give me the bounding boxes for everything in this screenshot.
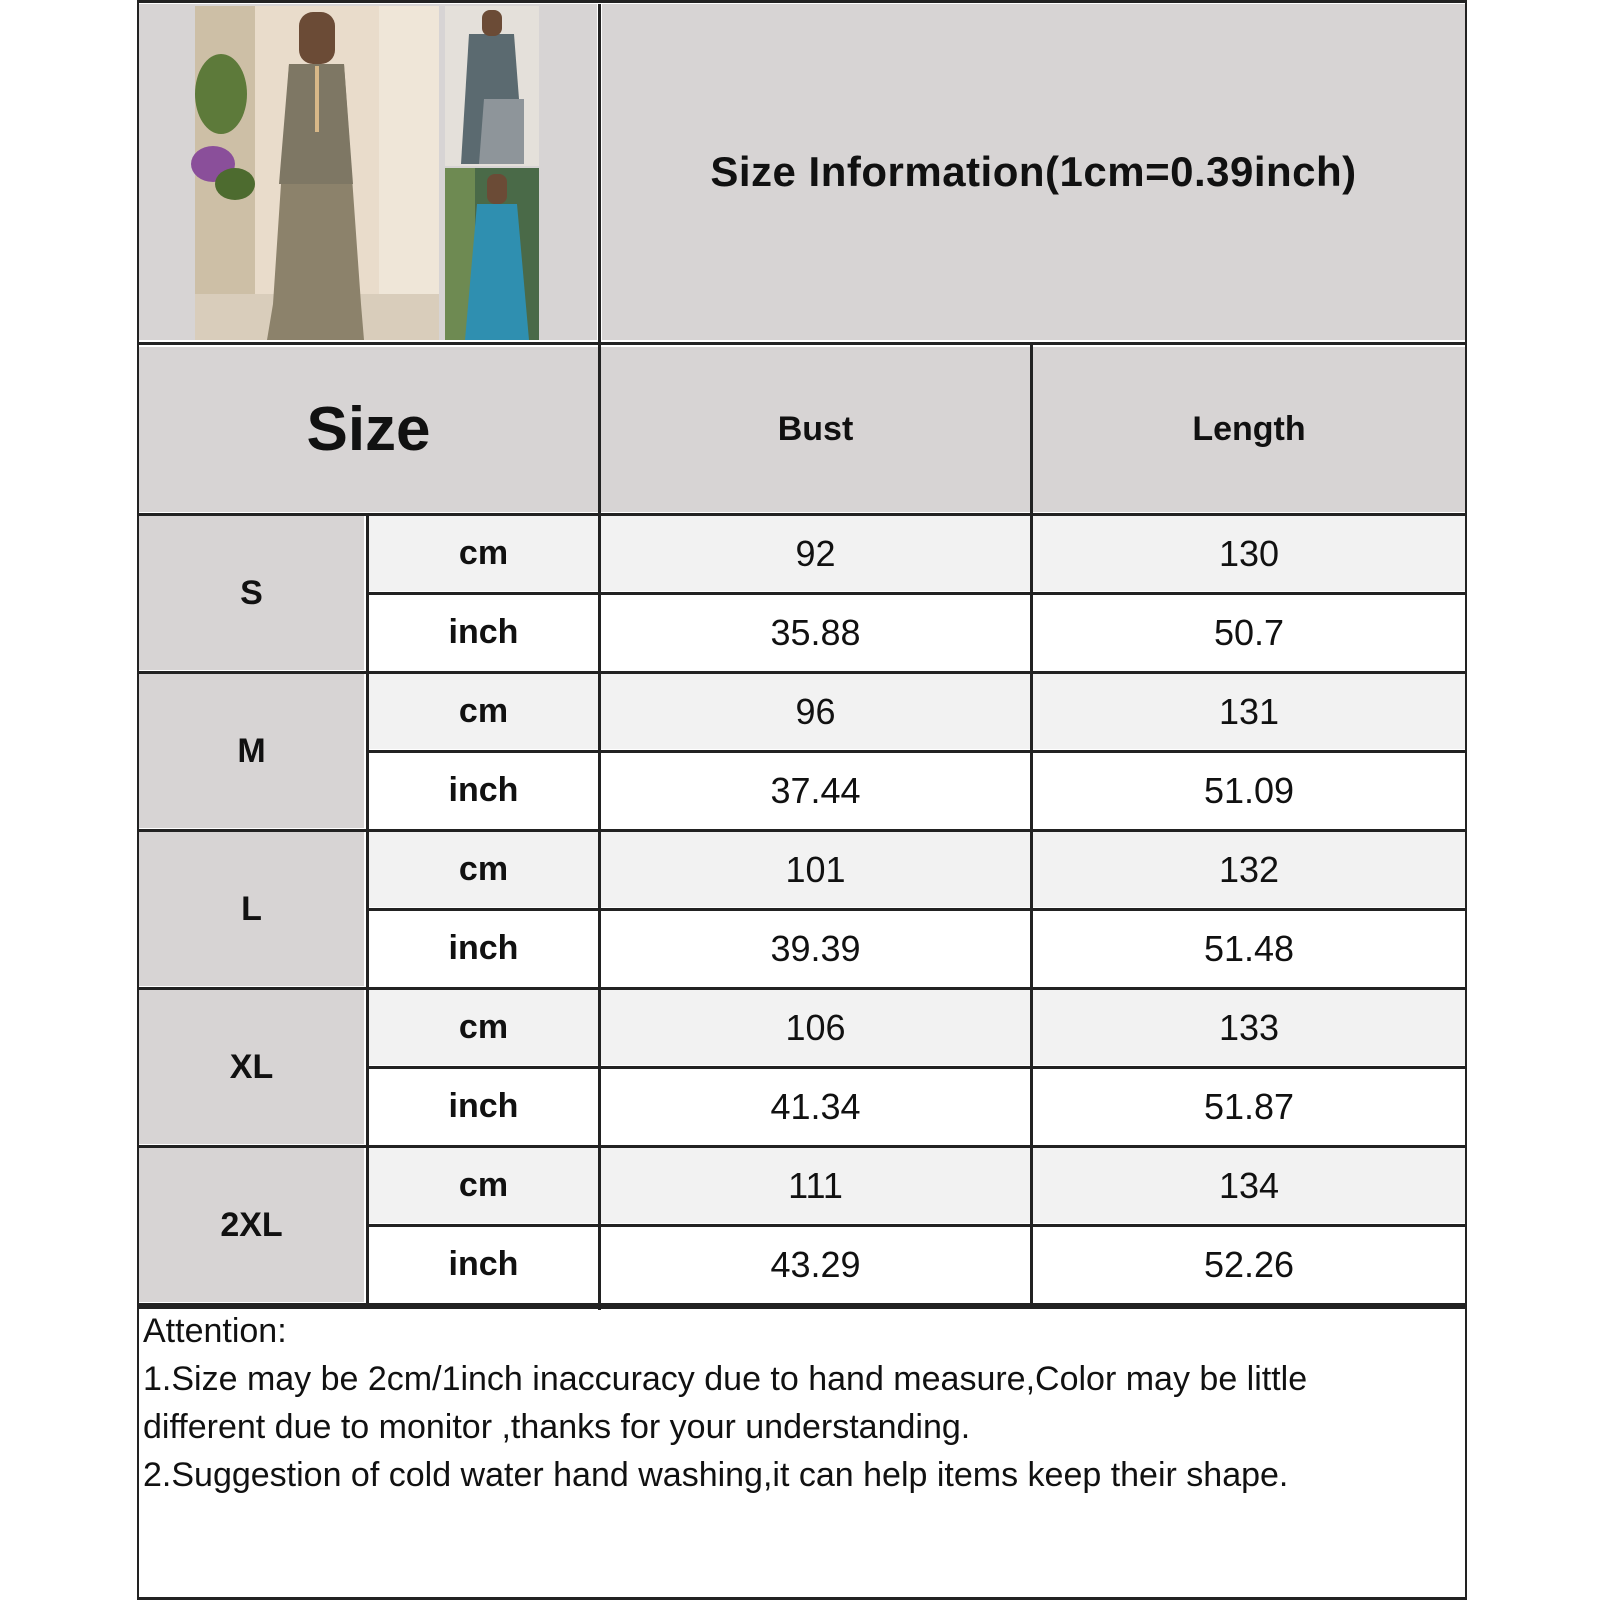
size-label-cell <box>139 990 364 1144</box>
unit-label: inch <box>448 1087 519 1125</box>
unit-label: cm <box>458 1166 509 1204</box>
bust-value: 39.39 <box>770 927 861 969</box>
bust-value: 111 <box>788 1164 843 1206</box>
length-value-cell <box>1033 1069 1465 1144</box>
bust-value: 92 <box>795 532 836 574</box>
length-value-cell <box>1033 595 1465 670</box>
size-label: S <box>240 573 263 612</box>
attention-heading: Attention: <box>143 1312 287 1350</box>
divider <box>366 516 369 1306</box>
product-photos <box>139 4 597 340</box>
size-label-cell <box>139 832 364 986</box>
attention-line-2: different due to monitor ,thanks for your understanding. <box>143 1408 971 1446</box>
bust-value: 37.44 <box>770 769 861 811</box>
length-header-cell <box>1033 347 1465 512</box>
unit-label: cm <box>458 850 509 888</box>
length-value-cell <box>1033 753 1465 828</box>
unit-label-cell <box>369 674 598 749</box>
divider <box>1030 345 1033 1306</box>
size-label-cell <box>139 1148 364 1302</box>
length-value-cell <box>1033 516 1465 591</box>
unit-label-cell <box>369 990 598 1065</box>
length-value-cell <box>1033 1148 1465 1223</box>
bust-value-cell <box>601 753 1030 828</box>
length-value: 51.48 <box>1203 927 1295 969</box>
length-value: 52.26 <box>1203 1243 1295 1285</box>
bust-value: 106 <box>785 1006 846 1048</box>
bust-value-cell <box>601 1069 1030 1144</box>
unit-label: cm <box>458 534 509 572</box>
unit-label-cell <box>369 911 598 986</box>
unit-label: inch <box>448 929 519 967</box>
attention-line-3: 2.Suggestion of cold water hand washing,it can help items keep their shape. <box>143 1456 1289 1494</box>
length-value: 50.7 <box>1213 611 1285 653</box>
unit-label: inch <box>448 1245 519 1283</box>
attention-note <box>143 1307 1463 1499</box>
length-value: 132 <box>1218 848 1280 890</box>
unit-label-cell <box>369 753 598 828</box>
bust-value-cell <box>601 911 1030 986</box>
unit-label-cell <box>369 516 598 591</box>
unit-label: inch <box>448 613 519 651</box>
unit-label: cm <box>458 1008 509 1046</box>
length-value-cell <box>1033 1227 1465 1302</box>
bust-value: 101 <box>785 848 846 890</box>
unit-label: inch <box>448 771 519 809</box>
bust-header: Bust <box>777 410 854 448</box>
bust-value: 96 <box>795 690 836 732</box>
length-value: 133 <box>1218 1006 1280 1048</box>
size-label: 2XL <box>220 1205 283 1244</box>
unit-label-cell <box>369 1227 598 1302</box>
size-label: XL <box>229 1047 274 1086</box>
plant-leaf <box>195 54 247 134</box>
page-title: Size Information(1cm=0.39inch) <box>710 148 1357 195</box>
length-value-cell <box>1033 832 1465 907</box>
product-photo-panel <box>139 4 597 340</box>
row-divider <box>137 1303 1467 1306</box>
model-head <box>299 12 335 64</box>
bust-value-cell <box>601 1148 1030 1223</box>
bust-value-cell <box>601 1227 1030 1302</box>
length-value-cell <box>1033 911 1465 986</box>
length-header: Length <box>1192 410 1306 448</box>
size-header-cell <box>139 347 598 512</box>
bust-value: 35.88 <box>770 611 861 653</box>
bust-value-cell <box>601 990 1030 1065</box>
length-value-cell <box>1033 990 1465 1065</box>
length-value: 51.87 <box>1203 1085 1295 1127</box>
length-value: 134 <box>1218 1164 1280 1206</box>
bust-header-cell <box>601 347 1030 512</box>
unit-label-cell <box>369 595 598 670</box>
bust-value-cell <box>601 674 1030 749</box>
unit-label: cm <box>458 692 509 730</box>
size-label-cell <box>139 674 364 828</box>
bust-value: 41.34 <box>770 1085 861 1127</box>
unit-label-cell <box>369 1069 598 1144</box>
length-value: 130 <box>1218 532 1280 574</box>
length-value-cell <box>1033 674 1465 749</box>
size-header: Size <box>306 395 431 464</box>
size-label: M <box>237 731 266 770</box>
length-value: 131 <box>1218 690 1280 732</box>
unit-label-cell <box>369 832 598 907</box>
unit-label-cell <box>369 1148 598 1223</box>
size-label: L <box>241 889 262 928</box>
title-cell <box>602 4 1465 340</box>
bust-value: 43.29 <box>770 1243 861 1285</box>
bust-value-cell <box>601 832 1030 907</box>
size-label-cell <box>139 516 364 670</box>
attention-line-1: 1.Size may be 2cm/1inch inaccuracy due to hand measure,Color may be little <box>143 1360 1308 1398</box>
bust-value-cell <box>601 595 1030 670</box>
bust-value-cell <box>601 516 1030 591</box>
length-value: 51.09 <box>1203 769 1295 811</box>
